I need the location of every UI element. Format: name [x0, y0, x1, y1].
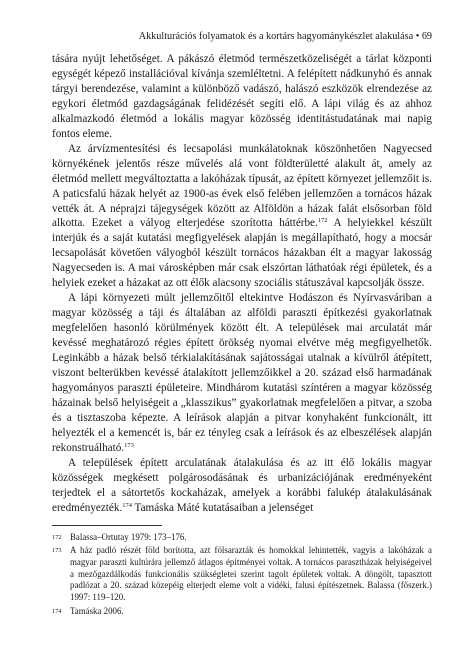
body-text: [52, 52, 432, 516]
footnote-text: A ház padló részét föld borította, azt fölsarazták és homokkal lehintették, vagyis a lakóházak a magyar paraszti kultúrára jellemző átlagos építményei voltak. A tornácos parasztházak helyiségeivel a mezőgazdálkodás funkcionális szükségletei szerint tagolt épületek voltak. A döngölt, tapasztott padlózat a 20. század közepéig elterjedt eleme volt a vidéki, falusi építészetnek. Balassa (főszerk.) 1997: 119–120.: [70, 545, 432, 603]
paragraph-text: A helyiekkel készült interjúk és a saját kutatási megfigyelések alapján is megállapítható, hogy a mocsár lecsapolását követően vályogból készült tornácos házakban élt a magyar lakosság Nagyecseden is. A mai városképben már csak elszórtan láthatóak régi épületek, és a helyiek ezeket a házakat az ott élők alacsony szociális státuszával kapcsolják össze.: [52, 217, 432, 290]
paragraph-text: A települések épített arculatának átalakulása és az itt élő lokális magyar közösségek megkésett polgárosodásának és urbanizációjának eredményeként terjedtek el a sátortetős kockaházak, amelyek a korábbi falukép átalakulásának eredményezték.: [52, 456, 432, 514]
footnote-number: 173: [52, 547, 62, 555]
footnote-ref-174[interactable]: 174: [122, 501, 132, 509]
footnote-text: Balassa–Ortutay 1979: 173–176.: [70, 531, 187, 542]
paragraph-4: [52, 456, 432, 516]
running-head-title: Akkulturációs folyamatok és a kortárs hagyománykészlet alakulása: [138, 31, 414, 42]
paragraph-3: [52, 291, 432, 455]
paragraph-text: Tamáska Máté kutatásaiban a jelenséget: [131, 501, 314, 514]
paragraph-text: tására nyújt lehetőséget. A pákászó életmód természetközeliségét a tárlat központi egységét képező installációval kívánja szemléltetni. A felépített nádkunyhó és annak tárgyi berendezése, valamint a különböző vadászó, halászó eszközök elrendezése az egykori életmód gazdagságának felidézését segíti elő. A lápi világ és az ahhoz alkalmazkodó életmód a lokális magyar közösség identitástudatának mai napig fontos eleme.: [52, 53, 432, 140]
running-head: [52, 30, 432, 43]
running-head-separator: •: [415, 31, 420, 42]
footnote-number: 172: [52, 533, 62, 541]
paragraph-text: Az árvízmentesítési és lecsapolási munkálatoknak köszönhetően Nagyecsed környékének jelentős része művelés alá vont földterületté alakult át, amely az életmód mellett megváltoztatta a lakóházak típusát, az épített környezet jellemzőit is. A paticsfalú házak helyét az 1900-as évek első felében jellemzően a tornácos házak vették át. A néprajzi tájegységek között az Alföldön a házak falát elsősorban föld alkotta. Ezeket a vályog elterjedése szorította háttérbe.: [52, 142, 432, 230]
footnote-text: Tamáska 2006.: [70, 605, 124, 616]
footnote-ref-173[interactable]: 173: [124, 441, 134, 449]
footnote-174: [52, 606, 432, 618]
footnote-173: [52, 545, 432, 604]
paragraph-text: A lápi környezeti múlt jellemzőitől eltekintve Hodászon és Nyírvasváriban a magyar közösség a táji és általában az alföldi paraszti építkezési gyakorlatnak megfelelően hasonló körülmények között élt. A települések mai arculatát már kevéssé meghatározó régies épített örökség nyomai elvétve még megfigyelhetők. Leginkább a házak belső térkialakításának sajátosságai utalnak a kívülről átépített, viszont belterükben kevéssé átalakított jellemzőikkel a 20. század első harmadának hagyományos paraszti épületeire. Mindhárom kutatási színtéren a magyar közösség házainak belső helyiségeit a „klasszikus” gyakorlatnak megfelelően a pitvar, a szoba és a tisztaszoba képezte. A leírások alapján a pitvar konyhaként funkcionált, itt helyezték el a kemencét is, bár ez tényleg csak a leírások és az elbeszélések alapján rekonstruálható.: [52, 292, 432, 454]
page-number: 69: [421, 31, 432, 42]
footnote-172: [52, 532, 432, 544]
footnote-number: 174: [52, 607, 62, 615]
paragraph-1: [52, 52, 432, 142]
footnote-divider: [52, 525, 162, 526]
paragraph-2: [52, 142, 432, 292]
footnotes: [52, 532, 432, 618]
footnote-ref-172[interactable]: 172: [317, 217, 328, 225]
